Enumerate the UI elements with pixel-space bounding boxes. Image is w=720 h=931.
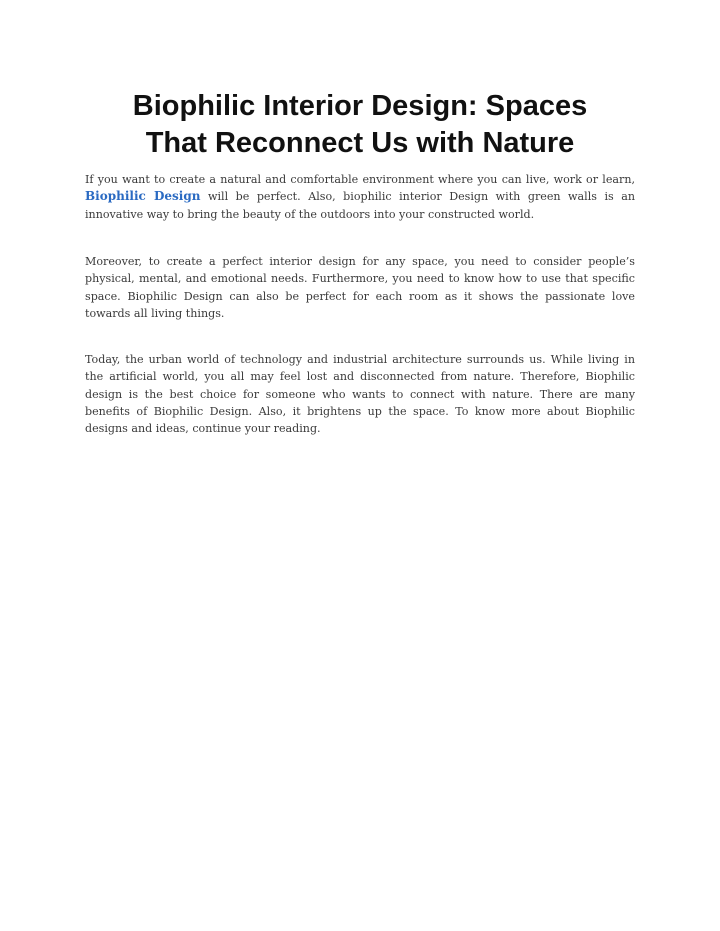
title-line-1: Biophilic Interior Design: Spaces xyxy=(132,90,588,122)
intro-text-before-link: If you want to create a natural and comfortable environment where you can live, work or learn, xyxy=(85,173,635,186)
intro-paragraph xyxy=(85,171,635,223)
urban-world-paragraph: Today, the urban world of technology and industrial architecture surrounds us. While living in the artificial world, you all may feel lost and disconnected from nature. Therefore, Biophilic design is the best choice for someone who wants to connect with nature. There are many benefits of Biophilic Design. Also, it brightens up the space. To know more about Biophilic designs and ideas, continue your reading. xyxy=(85,353,635,436)
intro-text-after-link: will be perfect. Also, biophilic interior Design with green walls is an innovative way to bring the beauty of the outdoors into your constructed world. xyxy=(85,190,635,221)
biophilic-design-link[interactable]: Biophilic Design xyxy=(85,189,201,204)
design-needs-paragraph: Moreover, to create a perfect interior design for any space, you need to consider people’s physical, mental, and emotional needs. Furthermore, you need to know how to use that specific space. Biophilic Design can also be perfect for each room as it shows the passionate love towards all living things. xyxy=(85,255,635,320)
title-line-2: That Reconnect Us with Nature xyxy=(145,127,575,159)
page-title xyxy=(60,88,660,162)
